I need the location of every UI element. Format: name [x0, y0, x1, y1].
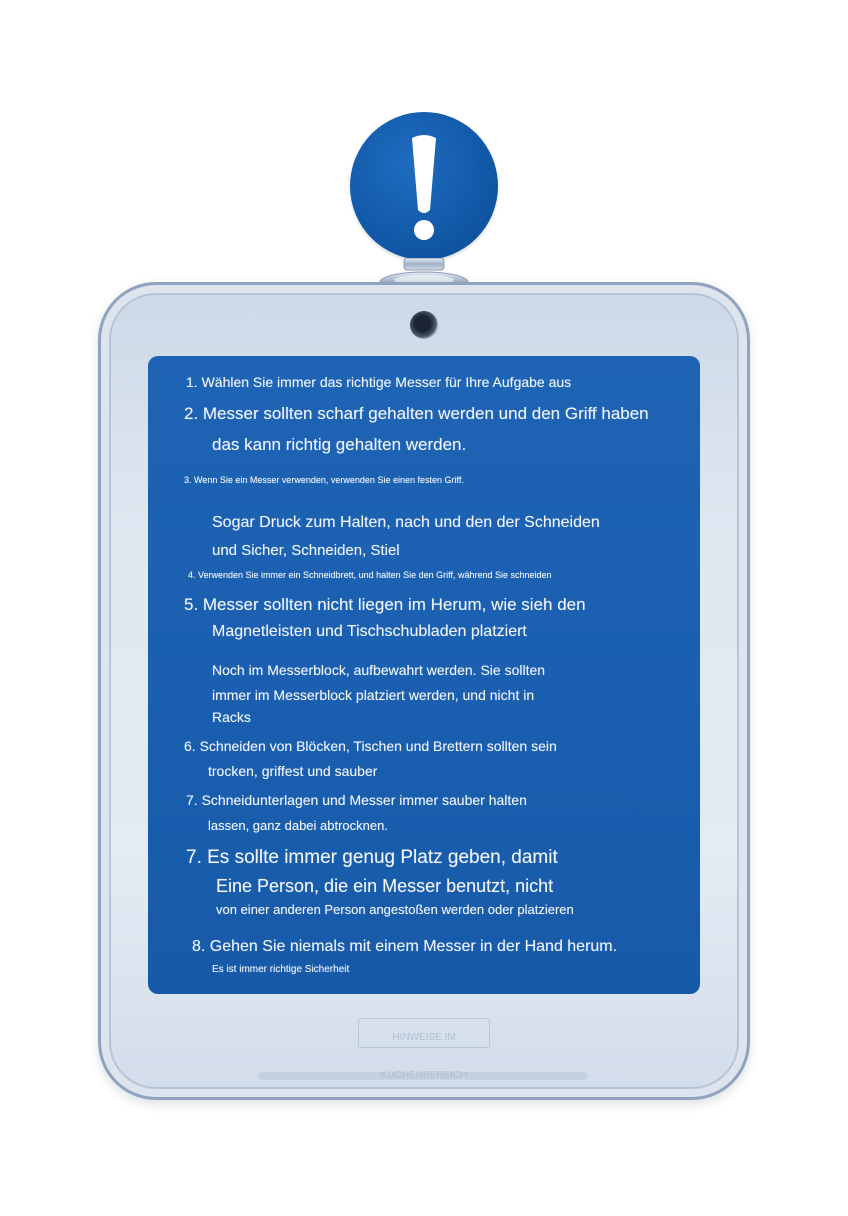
rule-line: das kann richtig gehalten werden. — [212, 435, 467, 454]
exclamation-icon — [350, 112, 498, 260]
rule-line: Magnetleisten und Tischschubladen platziert — [212, 623, 527, 640]
rule-line: und Sicher, Schneiden, Stiel — [212, 542, 400, 559]
rule-line: trocken, griffest und sauber — [208, 763, 378, 779]
rule-line: 7. Es sollte immer genug Platz geben, damit — [186, 847, 558, 868]
rule-line: 1. Wählen Sie immer das richtige Messer für Ihre Aufgabe aus — [186, 374, 572, 390]
rule-line: von einer anderen Person angestoßen werden oder platzieren — [216, 902, 574, 917]
embossed-label: HINWEISE IM KÜCHENBEREICH — [358, 1018, 490, 1048]
rule-line: Sogar Druck zum Halten, nach und den der Schneiden — [212, 514, 600, 531]
rule-line: 4. Verwenden Sie immer ein Schneidbrett, und halten Sie den Griff, während Sie schneiden — [188, 570, 552, 580]
frame-slot — [258, 1072, 588, 1080]
mounting-hole — [410, 311, 438, 339]
rule-line: 2. Messer sollten scharf gehalten werden und den Griff haben — [184, 404, 649, 423]
rule-line: 3. Wenn Sie ein Messer verwenden, verwenden Sie einen festen Griff. — [184, 475, 464, 485]
rule-line: Eine Person, die ein Messer benutzt, nicht — [216, 876, 554, 896]
warning-disc — [350, 112, 498, 260]
rule-line: 7. Schneidunterlagen und Messer immer sauber halten — [186, 792, 527, 808]
rule-line: 5. Messer sollten nicht liegen im Herum, wie sieh den — [184, 595, 586, 614]
rule-line: 8. Gehen Sie niemals mit einem Messer in der Hand herum. — [192, 938, 618, 955]
rule-line: 6. Schneiden von Blöcken, Tischen und Brettern sollten sein — [184, 738, 557, 754]
rule-line: immer im Messerblock platziert werden, und nicht in — [212, 687, 535, 703]
rule-line: Racks — [212, 709, 251, 725]
rule-line: Es ist immer richtige Sicherheit — [212, 964, 350, 975]
rule-line: lassen, ganz dabei abtrocknen. — [208, 818, 388, 833]
instruction-panel — [148, 356, 700, 994]
rule-line: Noch im Messerblock, aufbewahrt werden. Sie sollten — [212, 662, 546, 678]
